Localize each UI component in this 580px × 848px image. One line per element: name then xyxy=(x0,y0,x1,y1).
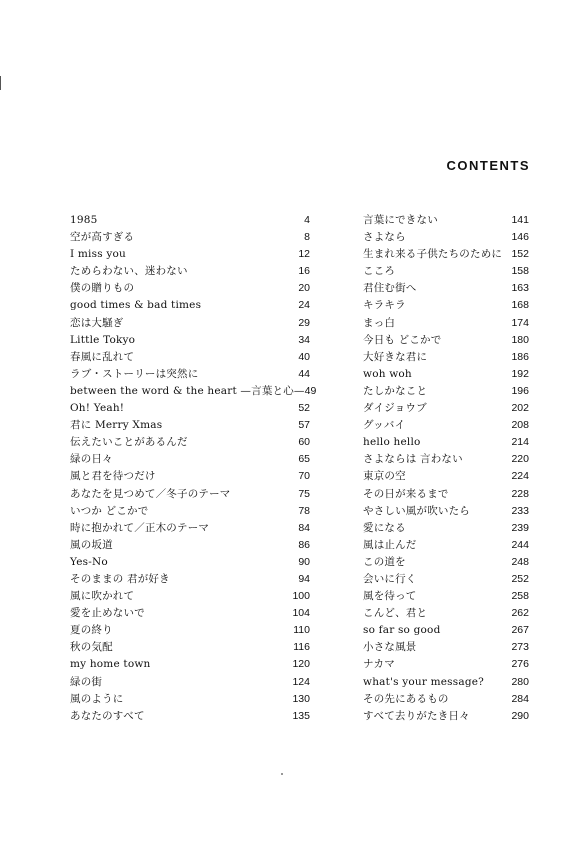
toc-entry-page: 163 xyxy=(511,282,529,295)
toc-entry xyxy=(70,656,310,673)
toc-entry-page: 224 xyxy=(511,470,529,483)
toc-entry-page: 4 xyxy=(304,214,310,226)
contents-column-left xyxy=(70,212,317,725)
toc-entry-title: my home town xyxy=(70,658,151,671)
toc-entry xyxy=(70,417,310,434)
toc-entry-page: 180 xyxy=(511,333,529,346)
toc-entry-title: あなたのすべて xyxy=(70,709,145,722)
toc-entry xyxy=(363,503,529,520)
toc-entry-page: 244 xyxy=(511,538,529,551)
toc-entry-title: 大好きな君に xyxy=(363,350,428,363)
toc-entry-title: 愛になる xyxy=(363,521,406,534)
toc-entry-page: 152 xyxy=(511,248,529,261)
toc-entry-title: そのままの 君が好き xyxy=(70,572,170,585)
toc-entry-page: 214 xyxy=(511,436,529,449)
toc-entry-page: 273 xyxy=(511,641,529,654)
toc-entry xyxy=(363,674,529,691)
toc-entry-title: さよなら xyxy=(363,231,406,244)
toc-entry xyxy=(363,349,529,366)
toc-entry-page: 104 xyxy=(292,607,310,620)
toc-entry xyxy=(363,315,529,332)
toc-entry-page: 290 xyxy=(511,709,529,722)
toc-entry-title: こころ xyxy=(363,265,396,278)
toc-entry-page: 258 xyxy=(511,590,529,603)
toc-entry-title: 伝えたいことがあるんだ xyxy=(70,436,188,449)
toc-entry-title: 緑の日々 xyxy=(70,453,113,466)
toc-entry-title: 生まれ来る子供たちのために xyxy=(363,248,503,261)
toc-entry-title: 東京の空 xyxy=(363,470,406,483)
toc-entry-title: Oh! Yeah! xyxy=(70,402,125,415)
toc-entry-page: 29 xyxy=(298,316,310,329)
toc-entry xyxy=(363,656,529,673)
toc-entry-title: たしかなこと xyxy=(363,384,428,397)
toc-entry-page: 280 xyxy=(511,675,529,688)
toc-entry xyxy=(363,451,529,468)
toc-entry-title: 言葉にできない xyxy=(363,214,438,226)
toc-entry-page: 248 xyxy=(511,555,529,568)
toc-entry xyxy=(363,280,529,297)
toc-entry-page: 168 xyxy=(511,299,529,312)
toc-entry-title: その日が来るまで xyxy=(363,487,449,500)
toc-entry xyxy=(363,417,529,434)
toc-entry-page: 141 xyxy=(511,214,529,226)
toc-entry-page: 24 xyxy=(298,299,310,312)
toc-entry-page: 78 xyxy=(298,504,310,517)
toc-entry-page: 252 xyxy=(511,572,529,585)
toc-entry xyxy=(70,212,310,229)
toc-entry xyxy=(70,674,310,691)
toc-entry-title: I miss you xyxy=(70,248,126,261)
toc-entry-page: 220 xyxy=(511,453,529,466)
toc-entry xyxy=(70,622,310,639)
toc-entry-page: 186 xyxy=(511,350,529,363)
toc-entry xyxy=(363,434,529,451)
toc-entry-title: ダイジョウブ xyxy=(363,402,427,415)
toc-entry-title: Little Tokyo xyxy=(70,333,136,346)
toc-entry xyxy=(70,263,310,280)
toc-entry xyxy=(363,588,529,605)
toc-entry-page: 70 xyxy=(298,470,310,483)
toc-entry-page: 120 xyxy=(292,658,310,671)
toc-entry-page: 57 xyxy=(298,419,310,432)
toc-entry xyxy=(70,280,310,297)
toc-entry-title: 秋の気配 xyxy=(70,641,113,654)
toc-entry xyxy=(70,537,310,554)
toc-entry-page: 284 xyxy=(511,692,529,705)
toc-entry-title: ためらわない、迷わない xyxy=(70,265,188,278)
toc-entry-title: あなたを見つめて／冬子のテーマ xyxy=(70,487,231,500)
toc-entry-title: この道を xyxy=(363,555,406,568)
toc-entry xyxy=(363,383,529,400)
toc-entry-page: 124 xyxy=(292,675,310,688)
toc-entry-page: 49 xyxy=(304,384,317,397)
toc-entry xyxy=(363,537,529,554)
toc-entry-title: すべて去りがたき日々 xyxy=(363,709,470,722)
toc-entry-title: 風と君を待つだけ xyxy=(70,470,156,483)
toc-entry xyxy=(70,383,317,400)
toc-entry-page: 267 xyxy=(511,624,529,637)
toc-entry-page: 12 xyxy=(298,248,310,261)
toc-entry-page: 174 xyxy=(511,316,529,329)
toc-entry-title: so far so good xyxy=(363,624,441,637)
toc-entry xyxy=(70,588,310,605)
toc-entry-page: 65 xyxy=(298,453,310,466)
toc-entry xyxy=(70,486,310,503)
toc-entry xyxy=(363,691,529,708)
toc-entry xyxy=(363,229,529,246)
toc-entry xyxy=(363,366,529,383)
toc-entry-title: グッバイ xyxy=(363,419,406,432)
toc-entry-title: 風を待って xyxy=(363,590,417,603)
toc-entry-title: 僕の贈りもの xyxy=(70,282,135,295)
toc-entry-page: 94 xyxy=(298,572,310,585)
toc-entry-title: 会いに行く xyxy=(363,572,417,585)
toc-entry xyxy=(70,639,310,656)
toc-entry-page: 233 xyxy=(511,504,529,517)
toc-entry-title: 今日も どこかで xyxy=(363,333,442,346)
toc-entry xyxy=(363,468,529,485)
toc-entry xyxy=(363,212,529,229)
toc-entry-title: Yes-No xyxy=(70,555,108,568)
toc-entry-page: 34 xyxy=(298,333,310,346)
toc-entry-page: 44 xyxy=(298,367,310,380)
toc-entry xyxy=(363,554,529,571)
toc-entry xyxy=(70,520,310,537)
toc-entry xyxy=(363,400,529,417)
toc-entry-page: 208 xyxy=(511,419,529,432)
toc-entry-title: good times & bad times xyxy=(70,299,202,312)
toc-entry-page: 100 xyxy=(292,590,310,603)
toc-entry-page: 60 xyxy=(298,436,310,449)
toc-entry-title: 空が高すぎる xyxy=(70,231,135,244)
toc-entry xyxy=(70,297,310,314)
toc-entry-title: 風に吹かれて xyxy=(70,590,135,603)
toc-entry xyxy=(363,486,529,503)
toc-entry xyxy=(70,554,310,571)
toc-entry xyxy=(363,520,529,537)
toc-entry xyxy=(70,349,310,366)
toc-entry-page: 192 xyxy=(511,367,529,380)
toc-entry-page: 130 xyxy=(292,692,310,705)
toc-entry xyxy=(70,400,310,417)
toc-entry xyxy=(70,246,310,263)
toc-entry-title: 愛を止めないで xyxy=(70,607,145,620)
toc-entry xyxy=(70,332,310,349)
toc-entry xyxy=(70,434,310,451)
toc-entry-title: 緑の街 xyxy=(70,675,103,688)
toc-entry-page: 202 xyxy=(511,402,529,415)
toc-entry xyxy=(363,297,529,314)
toc-entry-title: こんど、君と xyxy=(363,607,428,620)
toc-entry xyxy=(363,571,529,588)
toc-entry-page: 196 xyxy=(511,384,529,397)
toc-entry-page: 135 xyxy=(292,709,310,722)
toc-entry-page: 40 xyxy=(298,350,310,363)
toc-entry-page: 90 xyxy=(298,555,310,568)
toc-entry-title: 君住む街へ xyxy=(363,282,417,295)
toc-entry xyxy=(70,708,310,725)
toc-entry-title: 春風に乱れて xyxy=(70,350,135,363)
toc-entry xyxy=(363,263,529,280)
toc-entry-title: その先にあるもの xyxy=(363,692,449,705)
toc-entry-page: 20 xyxy=(298,282,310,295)
toc-entry xyxy=(70,605,310,622)
toc-entry xyxy=(70,451,310,468)
toc-entry xyxy=(70,571,310,588)
toc-entry-title: between the word & the heart —言葉と心— xyxy=(70,384,305,397)
toc-entry-page: 75 xyxy=(298,487,310,500)
toc-entry xyxy=(363,708,529,725)
contents-column-right xyxy=(363,212,529,725)
toc-entry xyxy=(70,691,310,708)
toc-entry xyxy=(70,315,310,332)
toc-entry-page: 8 xyxy=(304,231,310,244)
toc-entry-title: 風は止んだ xyxy=(363,538,417,551)
toc-entry xyxy=(363,332,529,349)
toc-entry xyxy=(70,366,310,383)
toc-entry-title: 恋は大騒ぎ xyxy=(70,316,124,329)
toc-entry xyxy=(363,246,529,263)
toc-entry xyxy=(363,639,529,656)
contents-heading: CONTENTS xyxy=(446,158,530,173)
toc-entry-title: まっ白 xyxy=(363,316,396,329)
page-dot xyxy=(281,773,283,775)
toc-entry-title: やさしい風が吹いたら xyxy=(363,504,470,517)
page-edge-mark xyxy=(0,76,1,90)
toc-entry-page: 228 xyxy=(511,487,529,500)
toc-entry xyxy=(70,503,310,520)
toc-entry-title: what's your message? xyxy=(363,675,484,688)
toc-entry-title: ラブ・ストーリーは突然に xyxy=(70,367,199,380)
toc-entry-title: キラキラ xyxy=(363,299,406,312)
toc-entry-title: 1985 xyxy=(70,214,98,226)
toc-entry xyxy=(363,605,529,622)
toc-entry-title: さよならは 言わない xyxy=(363,453,463,466)
toc-entry-page: 146 xyxy=(511,231,529,244)
toc-entry-page: 276 xyxy=(511,658,529,671)
toc-entry-title: ナカマ xyxy=(363,658,395,671)
toc-entry xyxy=(363,622,529,639)
toc-entry-page: 116 xyxy=(293,641,310,654)
toc-entry-page: 16 xyxy=(298,265,310,278)
toc-entry-page: 158 xyxy=(511,265,529,278)
toc-entry-page: 86 xyxy=(298,538,310,551)
toc-entry-title: 風のように xyxy=(70,692,124,705)
toc-entry-title: いつか どこかで xyxy=(70,504,149,517)
toc-entry-page: 239 xyxy=(511,521,529,534)
toc-entry-page: 110 xyxy=(293,624,310,637)
toc-entry-title: hello hello xyxy=(363,436,421,449)
toc-entry-page: 262 xyxy=(511,607,529,620)
toc-entry xyxy=(70,468,310,485)
toc-entry-title: 夏の終り xyxy=(70,624,113,637)
toc-entry-title: woh woh xyxy=(363,367,412,380)
toc-entry-page: 84 xyxy=(298,521,310,534)
toc-entry-title: 風の坂道 xyxy=(70,538,113,551)
toc-entry-title: 小さな風景 xyxy=(363,641,417,654)
toc-entry-page: 52 xyxy=(298,402,310,415)
toc-entry-title: 時に抱かれて／正木のテーマ xyxy=(70,521,210,534)
toc-entry xyxy=(70,229,310,246)
toc-entry-title: 君に Merry Xmas xyxy=(70,419,163,432)
